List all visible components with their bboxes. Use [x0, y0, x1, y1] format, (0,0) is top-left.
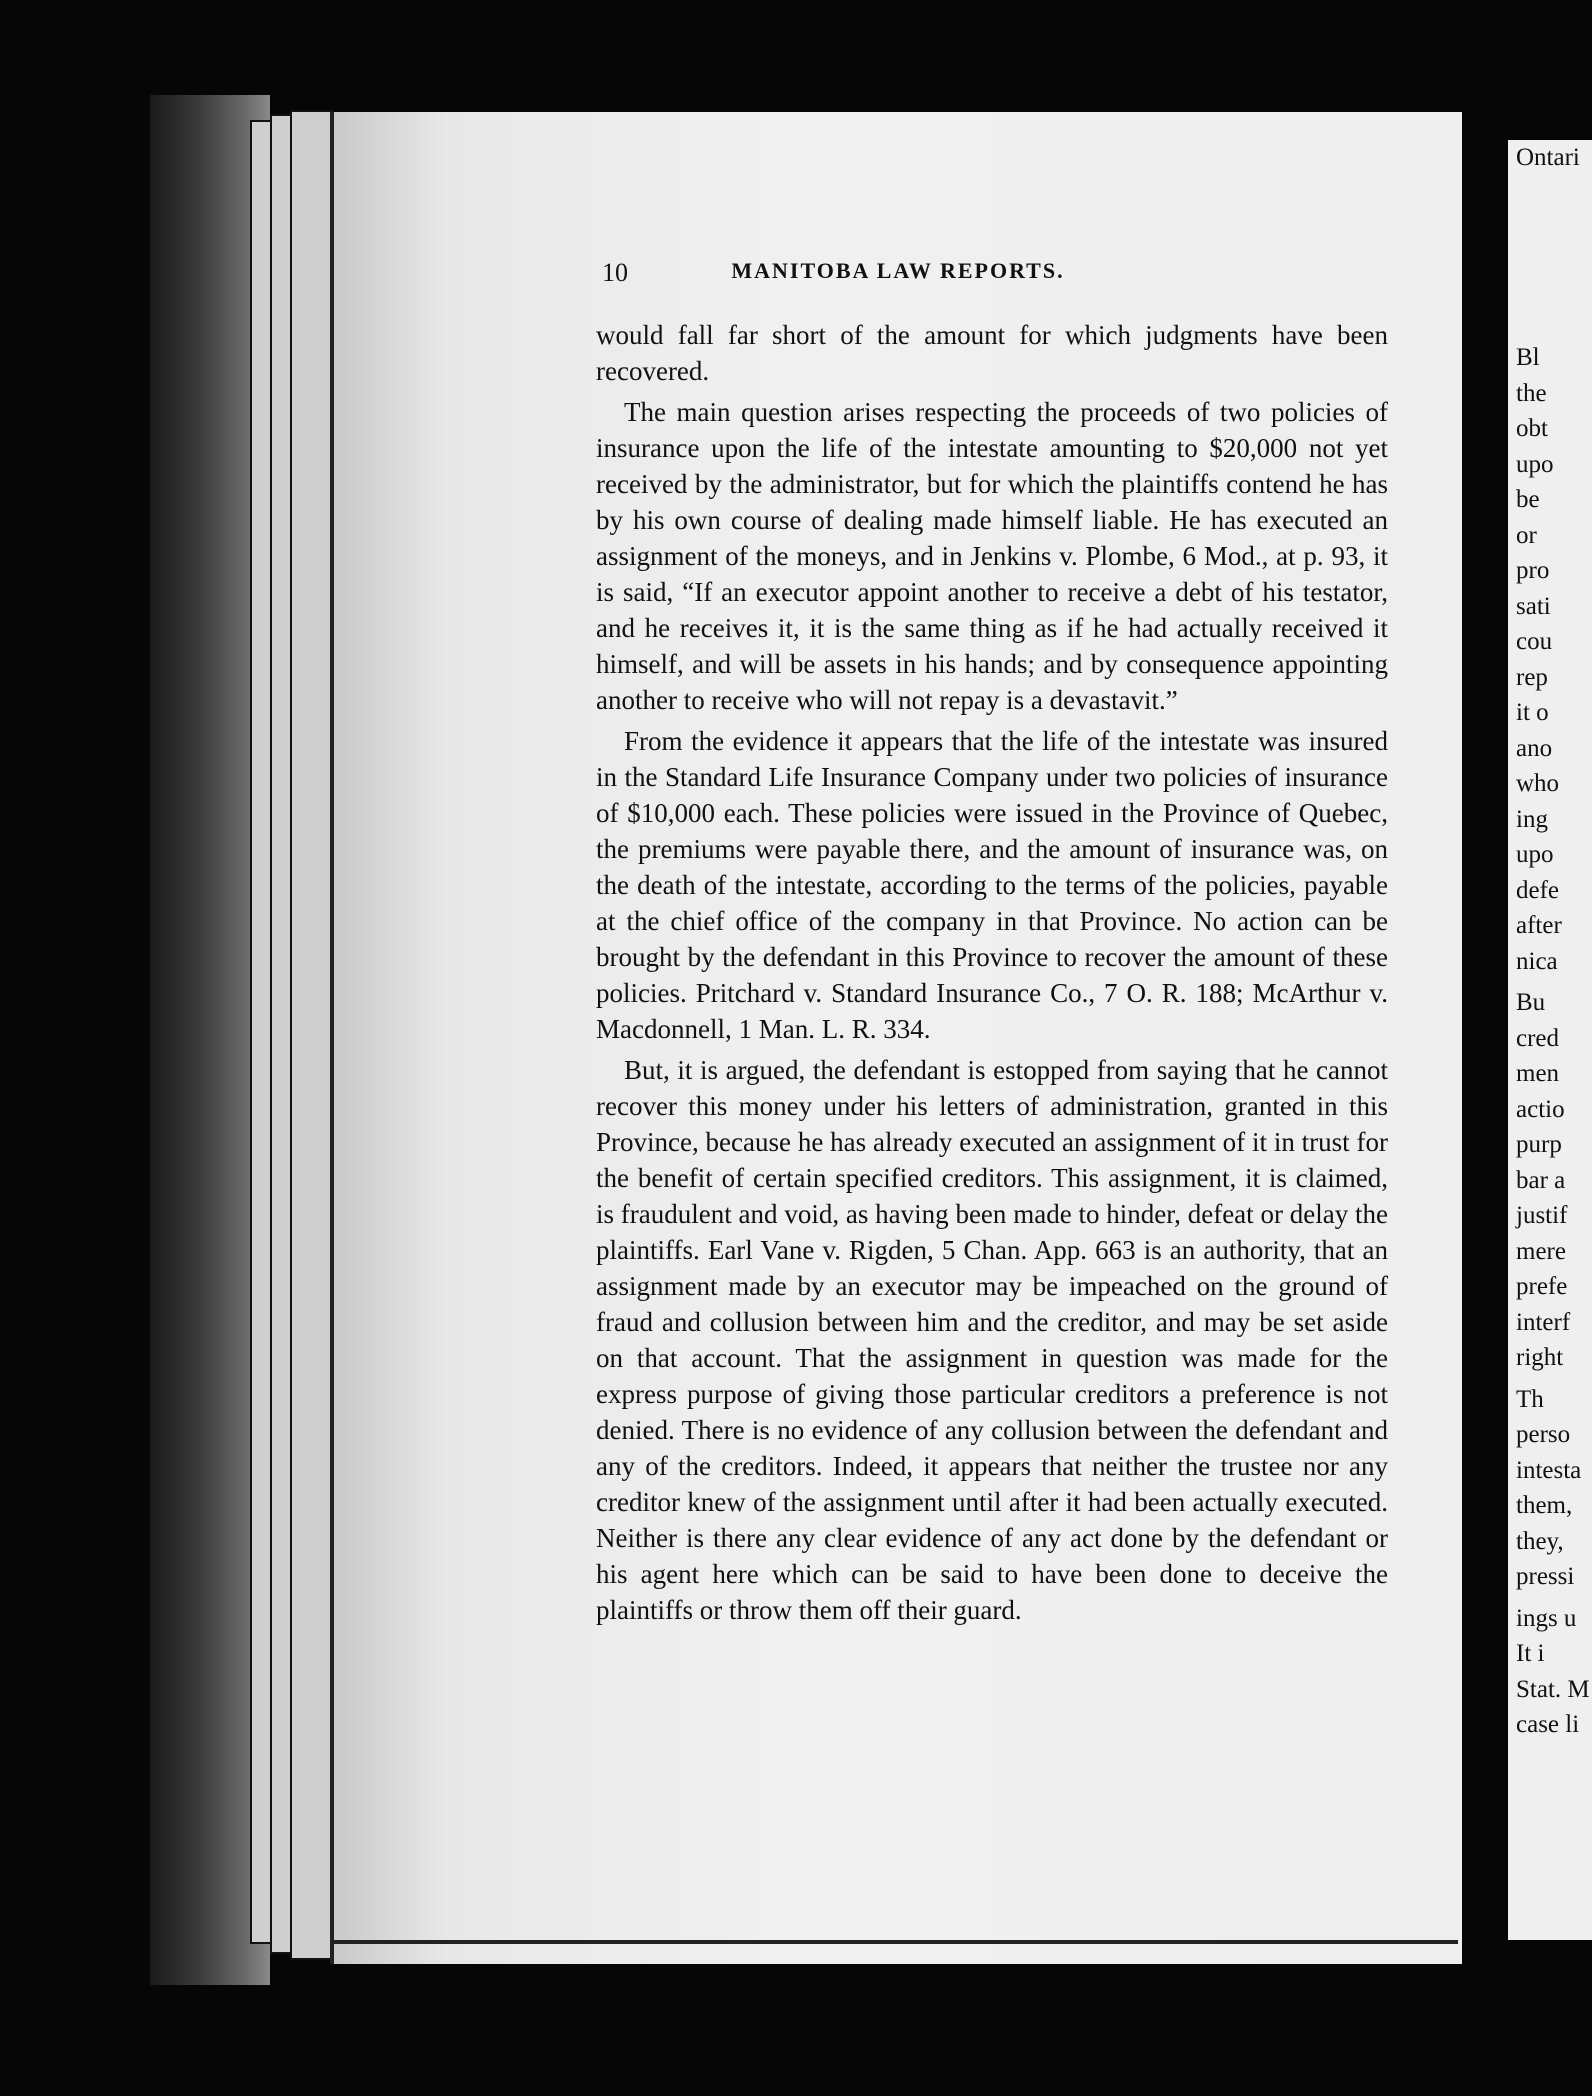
facing-page-line: pro [1516, 557, 1550, 584]
body-text [596, 317, 1388, 1633]
paragraph: would fall far short of the amount for which judgments have been recovered. [596, 320, 1388, 386]
facing-page-line: bar a [1516, 1166, 1566, 1194]
paragraph: From the evidence it appears that the life of the intestate was insured in the Standard Life Insurance Company under two policies of insurance of $10,000 each. These policies were issued in the Province of Quebec, the premiums were payable there, and the amount of insurance was, on the death of the intestate, according to the terms of the policies, payable at the chief office of the company in that Province. No action can be brought by the defendant in this Province to recover the amount of these policies. Pritchard v. Standard Insurance Co., 7 O. R. 188; McArthur v. Macdonnell, 1 Man. L. R. 334. [596, 726, 1388, 1044]
running-head: MANITOBA LAW REPORTS. [731, 258, 1065, 283]
page-header [334, 258, 1462, 298]
facing-page-line: or [1516, 521, 1537, 549]
facing-page-line: right [1516, 1344, 1564, 1371]
facing-page-line: Bl [1516, 344, 1540, 371]
facing-page-line: sati [1516, 592, 1551, 620]
facing-page-line: the [1516, 379, 1547, 407]
paragraph: But, it is argued, the defendant is estopped from saying that he cannot recover this money under his letters of administration, granted in this Province, because he has already executed an assignment of it in trust for the benefit of certain specified creditors. This assignment, it is claimed, is fraudulent and void, as having been made to hinder, defeat or delay the plaintiffs. Earl Vane v. Rigden, 5 Chan. App. 663 is an authority, that an assignment made by an executor may be impeached on the ground of fraud and collusion between him and the creditor, and may be set aside on that account. That the assignment in question was made for the express purpose of giving those particular creditors a preference is not denied. There is no evidence of any collusion between the defendant and any of the creditors. Indeed, it appears that neither the trustee nor any creditor knew of the assignment until after it had been actually executed. Neither is there any clear evidence of any act done by the defendant or his agent here which can be said to have been done to deceive the plaintiffs or throw them off their guard. [596, 1055, 1388, 1625]
page-number: 10 [602, 258, 628, 287]
page-bottom-rule [330, 1940, 1458, 1944]
facing-page-line: obt [1516, 415, 1548, 442]
facing-page-line: Stat. M [1516, 1675, 1590, 1703]
facing-page-line: cred [1516, 1024, 1560, 1052]
facing-page-line: pressi [1516, 1563, 1575, 1590]
facing-page-line: ing [1516, 805, 1548, 833]
facing-page-line: after [1516, 912, 1562, 939]
facing-page-line: upo [1516, 450, 1554, 478]
facing-page-line: It i [1516, 1640, 1545, 1667]
facing-page-line: nica [1516, 947, 1558, 975]
paragraph: The main question arises respecting the proceeds of two policies of insurance upon the life of the intestate amounting to $20,000 not yet received by the administrator, but for which the plaintiffs contend he has by his own course of dealing made himself liable. He has executed an assignment of the moneys, and in Jenkins v. Plombe, 6 Mod., at p. 93, it is said, “If an executor appoint another to receive a debt of his testator, and he receives it, it is the same thing as if he had actually received it himself, and will be assets in his hands; and by consequence appointing another to receive who will not repay is a devastavit.” [596, 397, 1388, 715]
facing-page-line: cou [1516, 628, 1553, 655]
facing-page-line: case li [1516, 1711, 1580, 1738]
facing-page-line: Ontari [1516, 144, 1580, 171]
facing-page-line: upo [1516, 841, 1554, 868]
facing-page-line: actio [1516, 1095, 1565, 1123]
facing-page-line: men [1516, 1060, 1560, 1087]
facing-page-line: ings u [1516, 1604, 1577, 1632]
facing-page-line: ano [1516, 734, 1553, 762]
facing-page-line: intesta [1516, 1456, 1582, 1484]
facing-page-line: perso [1516, 1421, 1571, 1448]
facing-page-line: justif [1516, 1202, 1568, 1229]
facing-page-line: them, [1516, 1492, 1573, 1519]
facing-page-line: who [1516, 770, 1560, 797]
facing-page-line: purp [1516, 1131, 1562, 1158]
facing-page-line: defe [1516, 876, 1560, 904]
facing-page-line: be [1516, 486, 1540, 513]
facing-page-line: Bu [1516, 989, 1546, 1016]
facing-page-line: Th [1516, 1385, 1544, 1413]
facing-page-line: they, [1516, 1527, 1564, 1555]
facing-page-line: interf [1516, 1308, 1571, 1336]
facing-page [1508, 140, 1592, 1940]
facing-page-line: prefe [1516, 1273, 1568, 1300]
facing-page-line: rep [1516, 663, 1548, 691]
page-edge [290, 110, 334, 1960]
facing-page-line: it o [1516, 699, 1549, 726]
book-page [330, 112, 1462, 1964]
facing-page-line: mere [1516, 1237, 1566, 1265]
